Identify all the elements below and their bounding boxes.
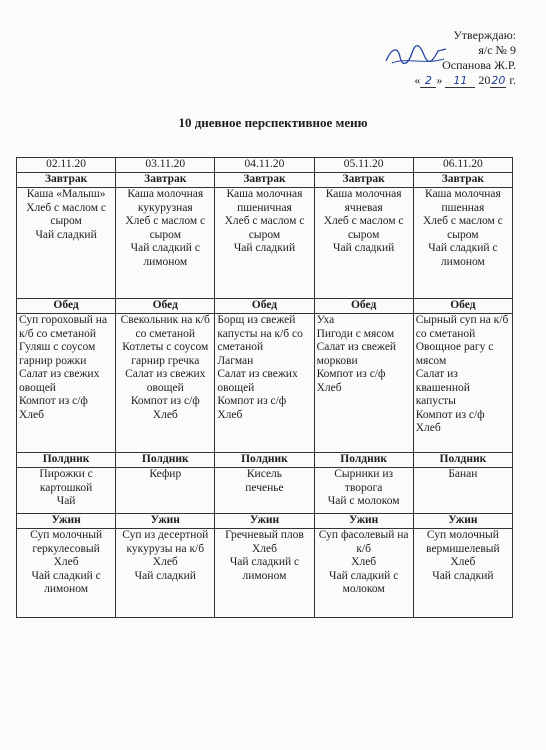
snack-header: Полдник [17,453,116,468]
breakfast-dish: Каша молочная пшеничная Хлеб с маслом с сыром Чай сладкий [215,188,314,299]
lunch-dish: Борщ из свежей капусты на к/б со сметаной Лагман Салат из свежих овощей Компот из с/ф Хлеб [215,314,314,453]
snack-dish: Банан [413,468,512,514]
dinner-dish: Суп молочный геркулесовый Хлеб Чай сладкий с лимоном [17,529,116,618]
dinner-dish: Суп из десертной кукурузы на к/б Хлеб Чай сладкий [116,529,215,618]
dinner-dish: Суп молочный вермишелевый Хлеб Чай сладкий [413,529,512,618]
snack-dish: Пирожки с картошкой Чай [17,468,116,514]
director-name: Оспанова Ж.Р. [442,58,516,72]
snack-row [17,468,513,514]
menu-table [16,157,513,618]
approval-block [326,28,516,88]
breakfast-header: Завтрак [215,173,314,188]
snack-header: Полдник [314,453,413,468]
lunch-dish: Суп гороховый на к/б со сметаной Гуляш с соусом гарнир рожки Салат из свежих овощей Компот из с/ф Хлеб [17,314,116,453]
dinner-header: Ужин [215,514,314,529]
snack-dish: Кисель печенье [215,468,314,514]
date-cell: 06.11.20 [413,158,512,173]
lunch-header: Обед [215,299,314,314]
date-cell: 05.11.20 [314,158,413,173]
lunch-dish: Уха Пигоди с мясом Салат из свежей моркови Компот из с/ф Хлеб [314,314,413,453]
lunch-header: Обед [17,299,116,314]
kindergarten-number: я/с № 9 [478,43,516,57]
date-cell: 03.11.20 [116,158,215,173]
breakfast-header: Завтрак [314,173,413,188]
lunch-header: Обед [116,299,215,314]
snack-header: Полдник [215,453,314,468]
breakfast-header: Завтрак [413,173,512,188]
month-blank: 11 [445,74,475,88]
date-open-quote: « [414,73,421,87]
page-title: 10 дневное перспективное меню [178,115,368,130]
snack-header: Полдник [413,453,512,468]
breakfast-header: Завтрак [116,173,215,188]
approval-date [326,73,516,88]
year-suffix: г. [506,73,516,87]
year-blank: 20 [491,74,506,87]
snack-dish: Сырники из творога Чай с молоком [314,468,413,514]
breakfast-dish: Каша молочная кукурузная Хлеб с маслом с сыром Чай сладкий с лимоном [116,188,215,299]
breakfast-dish: Каша «Малыш» Хлеб с маслом с сыром Чай сладкий [17,188,116,299]
snack-header-row [17,453,513,468]
dinner-row [17,529,513,618]
date-close-quote: » [436,73,443,87]
snack-header: Полдник [116,453,215,468]
dinner-dish: Суп фасолевый на к/б Хлеб Чай сладкий с молоком [314,529,413,618]
date-cell: 04.11.20 [215,158,314,173]
breakfast-dish: Каша молочная ячневая Хлеб с маслом с сыром Чай сладкий [314,188,413,299]
lunch-header: Обед [413,299,512,314]
dinner-header-row [17,514,513,529]
lunch-header-row [17,299,513,314]
snack-dish: Кефир [116,468,215,514]
lunch-row [17,314,513,453]
dinner-header: Ужин [17,514,116,529]
dates-row [17,158,513,173]
breakfast-row [17,188,513,299]
breakfast-dish: Каша молочная пшенная Хлеб с маслом с сыром Чай сладкий с лимоном [413,188,512,299]
date-cell: 02.11.20 [17,158,116,173]
lunch-dish: Свекольник на к/б со сметаной Котлеты с соусом гарнир гречка Салат из свежих овощей Компот из с/ф Хлеб [116,314,215,453]
dinner-header: Ужин [116,514,215,529]
breakfast-header-row [17,173,513,188]
dinner-header: Ужин [314,514,413,529]
dinner-dish: Гречневый плов Хлеб Чай сладкий с лимоном [215,529,314,618]
breakfast-header: Завтрак [17,173,116,188]
year-prefix: 20 [478,73,491,87]
approval-heading: Утверждаю: [453,28,516,42]
dinner-header: Ужин [413,514,512,529]
lunch-header: Обед [314,299,413,314]
signature-scribble [384,43,448,67]
lunch-dish: Сырный суп на к/б со сметаной Овощное рагу с мясом Салат из квашенной капусты Компот из с/ф Хлеб [413,314,512,453]
day-blank: 2 [420,74,436,88]
